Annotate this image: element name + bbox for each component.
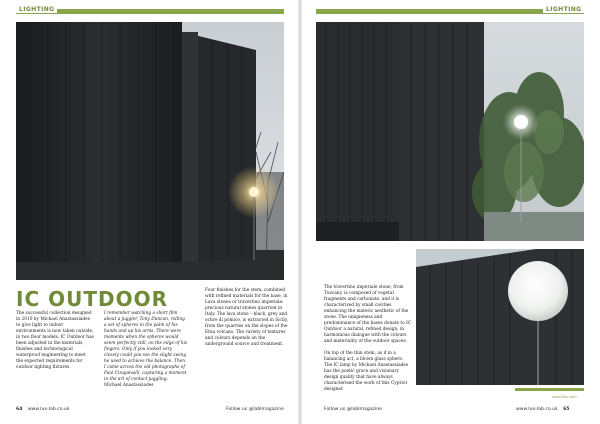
body-column-3: Four finishes for the stem, combined with refined materials for the base, in Lava stones or travertino imperiale: precious natural stones quarried in Italy. The lava stone – black, grey and ochre di pomice, is extracted in Sicily, from the quarries on the slopes of the Etna volcano. The variety of textures and colours depends on the underground source and treatment.	[205, 288, 288, 347]
site-link-right[interactable]: www.lux-lab.co.uk	[516, 407, 558, 412]
section-tag-right: LIGHTING	[543, 6, 584, 13]
body-column-1: The successful collection designed in 2010 by Michael Anastassiades to give light to indoor environments is now taken outside, in two floor models. IC Outdoor has been adjusted in the materials, finishes and technological waterproof engineering to meet the expected requirements for outdoor lighting fixtures.	[16, 311, 94, 370]
right-page	[300, 0, 600, 424]
body-column-4	[324, 285, 412, 393]
photo-lamp-garden	[399, 22, 584, 241]
photo-credit[interactable]: www.flos.com	[552, 395, 577, 399]
quote-text: I remember watching a short film about a juggler, Tony Duncan, rolling a set of spheres in the palm of his hands and up his arms. There were moments when the spheres would seem perfectly still, on the edge of his fingers. Only if you looked very closely could you see the slight swing he used to achieve the balance. Then I came across the old photographs of Paul Cinquevalli, capturing a moment in the art of contact juggling.	[104, 311, 188, 382]
page-number-left: 64	[16, 407, 23, 412]
book-spine-shadow	[298, 0, 302, 424]
photo-lamp-closeup	[416, 249, 584, 385]
credit-rule	[515, 388, 584, 391]
site-link-left[interactable]: www.lux-lab.co.uk	[27, 407, 70, 412]
footer-left	[16, 407, 70, 412]
quote-column	[104, 311, 188, 389]
follow-link-right[interactable]: Follow us @lablmagazine	[324, 407, 382, 412]
photo-wall-column	[316, 22, 399, 241]
section-tag-left: LIGHTING	[16, 6, 57, 13]
follow-link-left[interactable]: Follow us @lablmagazine	[226, 407, 284, 412]
footer-right	[516, 407, 570, 412]
page-number-right: 65	[563, 407, 570, 412]
quote-signature: Michael Anastassiades	[104, 383, 154, 388]
hero-photo-night-house	[16, 22, 284, 280]
body-paragraph-4b: On top of the thin stem, as if in a balancing act, a blown glass sphere. The IC lamp by Michael Anastassiades has the poetic grace and visionary design quality that have always characterised the work of this Cypriot designer.	[324, 351, 409, 392]
body-paragraph-4a: The travertino imperiale stone, from Tuscany, is composed of vegetal fragments and carbonate, and it is characterized by small cavities enhancing the materic aesthetic of the stone. The uniqueness and predominance of the bases donate to IC Outdoor a natural, refined design, in harmonious dialogue with the colours and materiality of the outdoor spaces.	[324, 285, 412, 344]
article-headline: IC OUTDOOR	[16, 287, 168, 311]
